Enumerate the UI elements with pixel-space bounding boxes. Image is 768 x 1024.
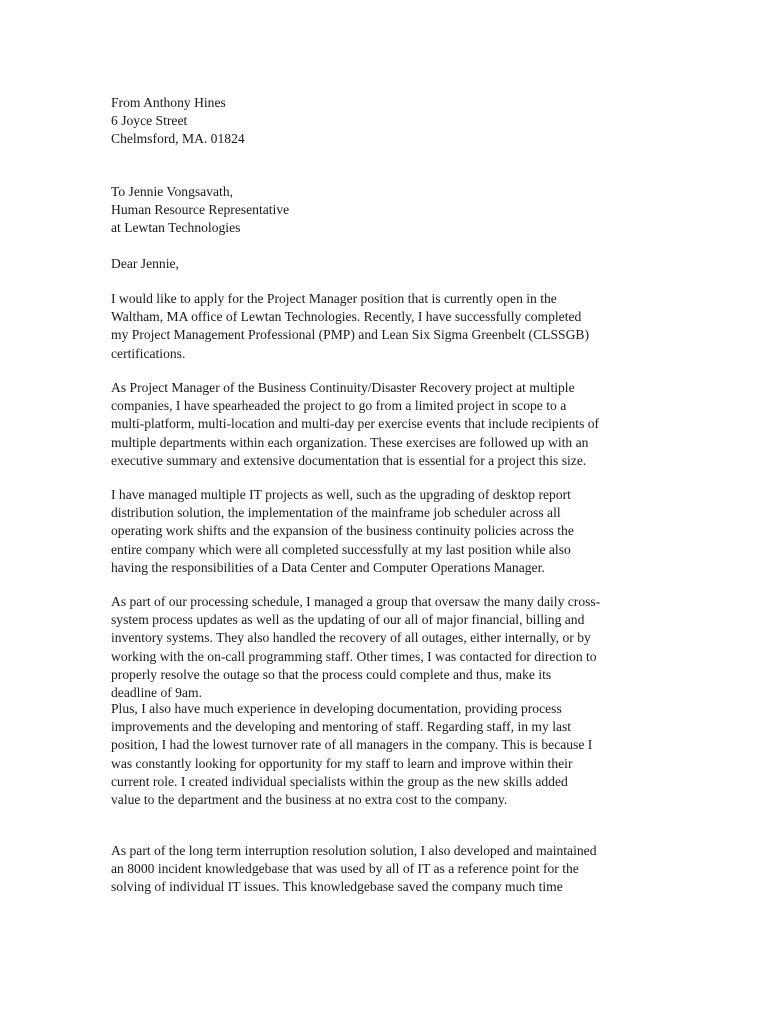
text-line: As part of our processing schedule, I managed a group that oversaw the many daily cross-: [111, 594, 601, 609]
text-line: companies, I have spearheaded the project to go from a limited project in scope to a: [111, 398, 567, 414]
text-line: I would like to apply for the Project Manager position that is currently open in the: [111, 291, 557, 306]
text-line: deadline of 9am.: [111, 685, 202, 701]
text-line: was constantly looking for opportunity for my staff to learn and improve within their: [111, 755, 573, 771]
text-line: current role. I created individual specialists within the group as the new skills added: [111, 773, 568, 789]
sender-address: [111, 94, 671, 149]
recipient-title: Human Resource Representative: [111, 202, 290, 218]
paragraph-it-projects: [111, 486, 671, 577]
text-line: inventory systems. They also handled the recovery of all outages, either internally, or by: [111, 630, 591, 646]
text-line: properly resolve the outage so that the process could complete and thus, make its: [111, 666, 552, 682]
text-line: my Project Management Professional (PMP) and Lean Six Sigma Greenbelt (CLSSGB): [111, 327, 589, 343]
text-line: value to the department and the business at no extra cost to the company.: [111, 792, 508, 808]
sender-city: Chelmsford, MA. 01824: [111, 131, 245, 147]
text-line: system process updates as well as the updating of our all of major financial, billing and: [111, 612, 585, 628]
text-line: As part of the long term interruption resolution solution, I also developed and maintained: [111, 843, 597, 858]
sender-name: From Anthony Hines: [111, 95, 226, 110]
text-line: As Project Manager of the Business Continuity/Disaster Recovery project at multiple: [111, 380, 575, 395]
salutation: Dear Jennie,: [111, 256, 179, 271]
sender-street: 6 Joyce Street: [111, 113, 188, 129]
text-line: having the responsibilities of a Data Center and Computer Operations Manager.: [111, 559, 545, 575]
text-line: entire company which were all completed successfully at my last position while also: [111, 541, 571, 557]
text-line: I have managed multiple IT projects as well, such as the upgrading of desktop report: [111, 487, 571, 502]
text-line: an 8000 incident knowledgebase that was used by all of IT as a reference point for the: [111, 861, 579, 877]
text-line: working with the on-call programming staff. Other times, I was contacted for direction to: [111, 648, 597, 664]
text-line: Waltham, MA office of Lewtan Technologies. Recently, I have successfully completed: [111, 309, 582, 325]
text-line: improvements and the developing and mentoring of staff. Regarding staff, in my last: [111, 719, 572, 735]
recipient-company: at Lewtan Technologies: [111, 220, 241, 236]
text-line: solving of individual IT issues. This knowledgebase saved the company much time: [111, 879, 563, 895]
recipient-address: [111, 183, 671, 238]
text-line: multiple departments within each organization. These exercises are followed up with an: [111, 434, 589, 450]
paragraph-bcdr: [111, 379, 671, 470]
text-line: distribution solution, the implementation of the mainframe job scheduler across all: [111, 505, 561, 521]
paragraph-knowledgebase: [111, 842, 671, 897]
recipient-name: To Jennie Vongsavath,: [111, 184, 234, 199]
text-line: executive summary and extensive documentation that is essential for a project this size.: [111, 452, 587, 468]
text-line: multi-platform, multi-location and multi-day per exercise events that include recipients of: [111, 416, 600, 432]
text-line: operating work shifts and the expansion of the business continuity policies across the: [111, 523, 574, 539]
paragraph-processing: [111, 593, 671, 702]
text-line: certifications.: [111, 345, 186, 361]
paragraph-intro: [111, 290, 671, 363]
paragraph-experience: [111, 700, 671, 809]
text-line: Plus, I also have much experience in developing documentation, providing process: [111, 701, 562, 716]
text-line: position, I had the lowest turnover rate of all managers in the company. This is because I: [111, 737, 593, 753]
